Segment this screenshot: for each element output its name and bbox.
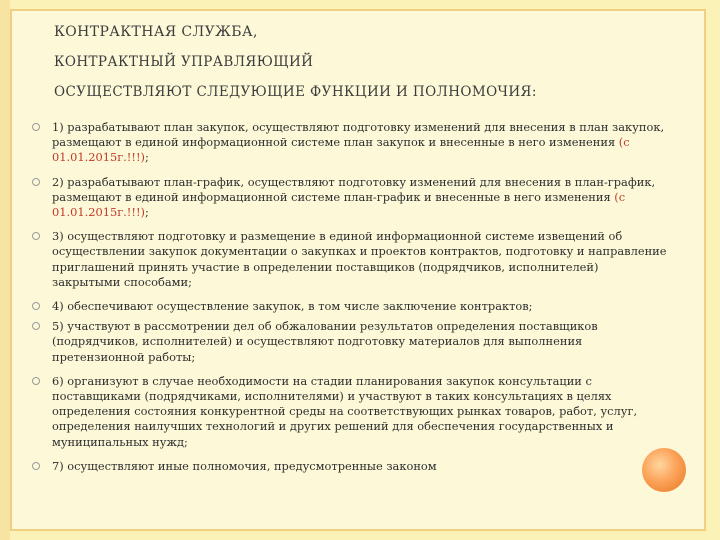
title-line-1: КОНТРАКТНАЯ СЛУЖБА, [54,24,258,40]
functions-list [28,120,668,474]
left-stripe [0,0,10,540]
slide-title [54,17,537,107]
bullet-icon [32,178,40,186]
item-text: 7) осуществляют иные полномочия, предусмотренные законом [52,458,437,473]
list-item [28,319,668,365]
decorative-orb-icon [642,448,686,492]
item-text: 4) обеспечивают осуществление закупок, в том числе заключение контрактов; [52,299,533,314]
item-tail: ; [144,150,149,165]
bullet-icon [32,232,40,240]
item-text: 6) организуют в случае необходимости на стадии планирования закупок консультации с поставщиками (подрядчиками, исполнителями) и участвуют в таких консультациях в целях определения состояния конкурентной среды на соответствующих рынках товаров, работ, услуг, определения наилучших технологий и других решений для обеспечения государственных и муниципальных нужд; [52,373,638,449]
list-item [28,374,668,450]
item-text: 2) разрабатывают план-график, осуществляют подготовку изменений для внесения в план-график, размещают в единой информационной системе план-график и внесенные в него изменения [52,174,656,204]
item-highlight: (с 01.01.2015г.!!!) [52,189,626,220]
list-item [28,175,668,221]
list-item [28,229,668,290]
bullet-icon [32,377,40,385]
list-item [28,459,668,474]
bullet-icon [32,123,40,131]
title-line-2: КОНТРАКТНЫЙ УПРАВЛЯЮЩИЙ [54,54,314,70]
title-line-3: ОСУЩЕСТВЛЯЮТ СЛЕДУЮЩИЕ ФУНКЦИИ И ПОЛНОМОЧИЯ: [54,84,537,100]
item-text: 3) осуществляют подготовку и размещение в единой информационной системе извещений об осуществлении закупок документации о закупках и проектов контрактов, подготовку и направление приглашений принять участие в определении поставщиков (подрядчиков, исполнителей) закрытыми способами; [52,229,667,289]
bullet-icon [32,462,40,470]
item-text: 5) участвуют в рассмотрении дел об обжаловании результатов определения поставщиков (подрядчиков, исполнителей) и осуществляют подготовку материалов для выполнения претензионной работы; [52,319,598,364]
bullet-icon [32,302,40,310]
list-item [28,120,668,166]
list-item [28,299,668,314]
item-highlight: (с 01.01.2015г.!!!) [52,135,630,165]
bullet-icon [32,322,40,330]
item-tail: ; [144,205,149,220]
item-text: 1) разрабатывают план закупок, осуществляют подготовку изменений для внесения в план закупок, размещают в единой информационной системе план закупок и внесенные в него изменения [52,120,665,150]
